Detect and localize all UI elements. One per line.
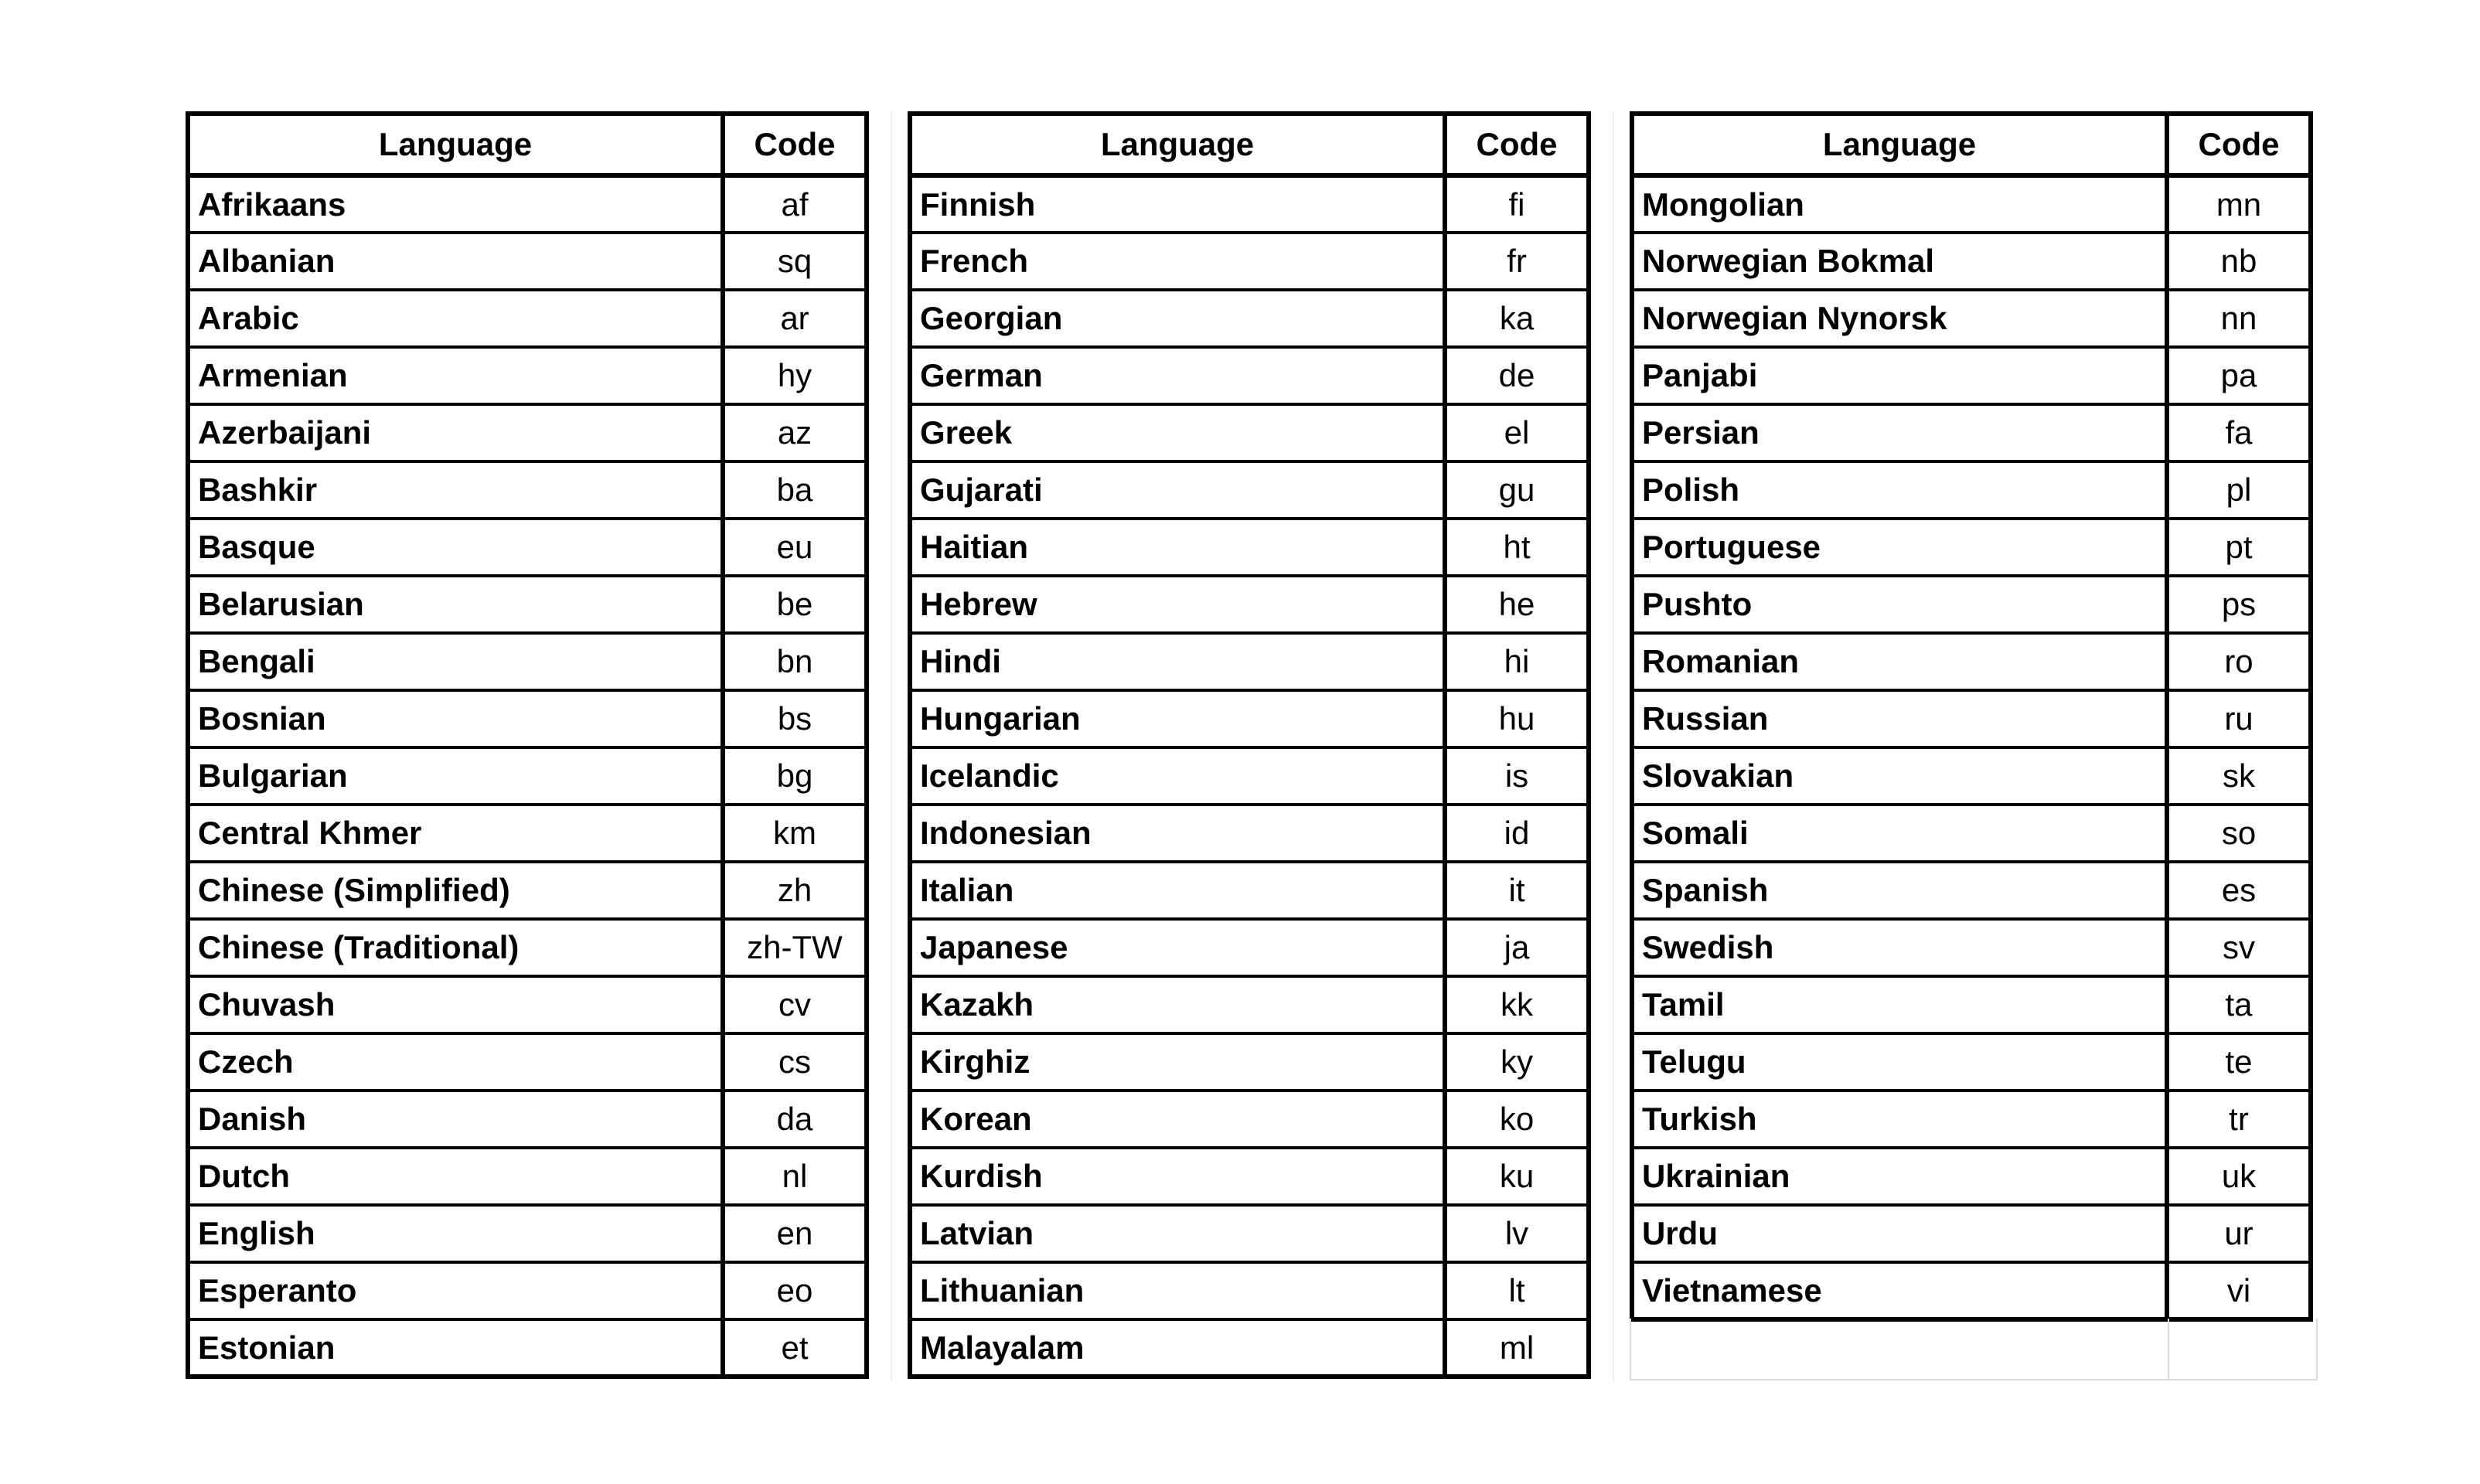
- language-table-3: [1630, 111, 2313, 1322]
- language-code-cell: tr: [2167, 1091, 2311, 1148]
- language-code-cell: sk: [2167, 747, 2311, 805]
- table-row: [1632, 862, 2311, 919]
- table-row: [188, 747, 867, 805]
- language-code-cell: lv: [1445, 1205, 1589, 1262]
- table-row: [910, 976, 1589, 1033]
- language-code-cell: ku: [1445, 1148, 1589, 1205]
- column-gap-divider: [891, 111, 892, 1380]
- table-row: [188, 919, 867, 976]
- table-row: [910, 1148, 1589, 1205]
- empty-cell: [1630, 1319, 2169, 1380]
- language-code-cell: nb: [2167, 233, 2311, 290]
- table-row: [910, 805, 1589, 862]
- language-code-cell: it: [1445, 862, 1589, 919]
- language-code-cell: lt: [1445, 1262, 1589, 1319]
- table-row: [188, 1205, 867, 1262]
- table-row: [910, 1033, 1589, 1091]
- table-row: [1632, 1148, 2311, 1205]
- language-code-cell: cs: [723, 1033, 867, 1091]
- table-row: [1632, 1205, 2311, 1262]
- table-row: [910, 1262, 1589, 1319]
- language-table-2: [908, 111, 1591, 1379]
- language-code-cell: sq: [723, 233, 867, 290]
- language-code-cell: sv: [2167, 919, 2311, 976]
- language-name-cell: Armenian: [188, 347, 723, 404]
- table-row: [910, 862, 1589, 919]
- table-row: [1632, 576, 2311, 633]
- table-row: [188, 347, 867, 404]
- table-row: [188, 1148, 867, 1205]
- table-row: [1632, 633, 2311, 690]
- language-name-cell: Central Khmer: [188, 805, 723, 862]
- language-name-cell: Georgian: [910, 290, 1445, 347]
- language-name-cell: Pushto: [1632, 576, 2167, 633]
- language-name-cell: Mongolian: [1632, 175, 2167, 233]
- table-row: [1632, 747, 2311, 805]
- language-name-cell: Indonesian: [910, 805, 1445, 862]
- language-name-cell: Bengali: [188, 633, 723, 690]
- empty-cell: [2169, 1319, 2318, 1380]
- table-row: [188, 519, 867, 576]
- table-header-row: [1632, 114, 2311, 175]
- language-code-cell: mn: [2167, 175, 2311, 233]
- language-name-cell: Polish: [1632, 461, 2167, 519]
- language-code-cell: gu: [1445, 461, 1589, 519]
- language-name-cell: Tamil: [1632, 976, 2167, 1033]
- code-column-header: Code: [1445, 114, 1589, 175]
- language-code-cell: hi: [1445, 633, 1589, 690]
- language-code-cell: is: [1445, 747, 1589, 805]
- table-row: [188, 175, 867, 233]
- language-code-cell: bs: [723, 690, 867, 747]
- language-name-cell: Haitian: [910, 519, 1445, 576]
- table-row: [188, 233, 867, 290]
- language-name-cell: Portuguese: [1632, 519, 2167, 576]
- language-code-cell: bn: [723, 633, 867, 690]
- table-row: [188, 461, 867, 519]
- language-name-cell: Chinese (Simplified): [188, 862, 723, 919]
- language-name-cell: English: [188, 1205, 723, 1262]
- language-name-cell: Ukrainian: [1632, 1148, 2167, 1205]
- language-name-cell: Kirghiz: [910, 1033, 1445, 1091]
- language-code-cell: ja: [1445, 919, 1589, 976]
- language-code-cell: bg: [723, 747, 867, 805]
- table-row: [188, 1091, 867, 1148]
- language-code-cell: cv: [723, 976, 867, 1033]
- table-row: [188, 976, 867, 1033]
- language-name-cell: Finnish: [910, 175, 1445, 233]
- language-code-cell: ps: [2167, 576, 2311, 633]
- language-code-cell: nl: [723, 1148, 867, 1205]
- language-name-cell: Lithuanian: [910, 1262, 1445, 1319]
- language-code-cell: pt: [2167, 519, 2311, 576]
- language-name-cell: Greek: [910, 404, 1445, 461]
- language-name-cell: Hebrew: [910, 576, 1445, 633]
- language-code-cell: fr: [1445, 233, 1589, 290]
- table-row: [1632, 175, 2311, 233]
- table-row: [1632, 690, 2311, 747]
- language-code-cell: hu: [1445, 690, 1589, 747]
- language-code-cell: ht: [1445, 519, 1589, 576]
- table-row: [1632, 976, 2311, 1033]
- language-code-cell: zh: [723, 862, 867, 919]
- language-name-cell: Danish: [188, 1091, 723, 1148]
- table-row: [1632, 233, 2311, 290]
- language-code-cell: el: [1445, 404, 1589, 461]
- table-row: [1632, 347, 2311, 404]
- table-row: [910, 1091, 1589, 1148]
- language-code-cell: nn: [2167, 290, 2311, 347]
- table-row: [910, 919, 1589, 976]
- language-code-cell: hy: [723, 347, 867, 404]
- language-code-cell: be: [723, 576, 867, 633]
- language-name-cell: Russian: [1632, 690, 2167, 747]
- empty-grid-row: [1630, 1319, 2318, 1380]
- table-row: [910, 690, 1589, 747]
- language-code-cell: km: [723, 805, 867, 862]
- language-code-cell: ru: [2167, 690, 2311, 747]
- language-code-cell: de: [1445, 347, 1589, 404]
- language-name-cell: Urdu: [1632, 1205, 2167, 1262]
- language-name-cell: Dutch: [188, 1148, 723, 1205]
- language-code-cell: ar: [723, 290, 867, 347]
- table-row: [910, 461, 1589, 519]
- language-name-cell: Bosnian: [188, 690, 723, 747]
- language-code-cell: te: [2167, 1033, 2311, 1091]
- language-name-cell: Slovakian: [1632, 747, 2167, 805]
- table-row: [910, 1319, 1589, 1377]
- language-name-cell: Swedish: [1632, 919, 2167, 976]
- table-row: [188, 1319, 867, 1377]
- language-code-cell: eo: [723, 1262, 867, 1319]
- language-name-cell: Basque: [188, 519, 723, 576]
- language-column-header: Language: [188, 114, 723, 175]
- table-row: [910, 347, 1589, 404]
- language-code-cell: ro: [2167, 633, 2311, 690]
- language-name-cell: Azerbaijani: [188, 404, 723, 461]
- language-name-cell: Persian: [1632, 404, 2167, 461]
- column-gap-divider: [1613, 111, 1614, 1380]
- language-name-cell: French: [910, 233, 1445, 290]
- language-code-cell: uk: [2167, 1148, 2311, 1205]
- language-code-cell: en: [723, 1205, 867, 1262]
- language-name-cell: Japanese: [910, 919, 1445, 976]
- language-code-cell: az: [723, 404, 867, 461]
- table-row: [188, 1262, 867, 1319]
- table-row: [188, 1033, 867, 1091]
- table-row: [188, 290, 867, 347]
- language-name-cell: Estonian: [188, 1319, 723, 1377]
- table-row: [910, 233, 1589, 290]
- table-row: [188, 690, 867, 747]
- table-row: [1632, 290, 2311, 347]
- table-row: [910, 1205, 1589, 1262]
- language-name-cell: Panjabi: [1632, 347, 2167, 404]
- language-name-cell: Hindi: [910, 633, 1445, 690]
- language-code-cell: he: [1445, 576, 1589, 633]
- language-code-cell: af: [723, 175, 867, 233]
- language-code-cell: id: [1445, 805, 1589, 862]
- table-row: [1632, 404, 2311, 461]
- table-row: [188, 576, 867, 633]
- language-name-cell: Gujarati: [910, 461, 1445, 519]
- language-table-1: [186, 111, 869, 1379]
- language-code-cell: so: [2167, 805, 2311, 862]
- language-code-cell: ka: [1445, 290, 1589, 347]
- language-name-cell: Norwegian Nynorsk: [1632, 290, 2167, 347]
- language-code-cell: vi: [2167, 1262, 2311, 1319]
- language-code-cell: pa: [2167, 347, 2311, 404]
- language-name-cell: Bulgarian: [188, 747, 723, 805]
- table-row: [1632, 461, 2311, 519]
- language-name-cell: Malayalam: [910, 1319, 1445, 1377]
- language-name-cell: Hungarian: [910, 690, 1445, 747]
- language-name-cell: Somali: [1632, 805, 2167, 862]
- table-row: [910, 576, 1589, 633]
- code-column-header: Code: [2167, 114, 2311, 175]
- language-code-cell: ko: [1445, 1091, 1589, 1148]
- table-row: [910, 290, 1589, 347]
- language-code-cell: da: [723, 1091, 867, 1148]
- table-row: [188, 862, 867, 919]
- language-name-cell: Spanish: [1632, 862, 2167, 919]
- table-row: [1632, 1262, 2311, 1319]
- language-name-cell: Bashkir: [188, 461, 723, 519]
- table-header-row: [910, 114, 1589, 175]
- language-column-header: Language: [1632, 114, 2167, 175]
- language-name-cell: Arabic: [188, 290, 723, 347]
- language-code-cell: ky: [1445, 1033, 1589, 1091]
- table-row: [188, 805, 867, 862]
- language-name-cell: Icelandic: [910, 747, 1445, 805]
- table-row: [1632, 805, 2311, 862]
- language-code-cell: es: [2167, 862, 2311, 919]
- language-code-cell: fa: [2167, 404, 2311, 461]
- language-name-cell: Chinese (Traditional): [188, 919, 723, 976]
- language-code-cell: ba: [723, 461, 867, 519]
- table-row: [1632, 519, 2311, 576]
- language-name-cell: Latvian: [910, 1205, 1445, 1262]
- table-row: [1632, 1091, 2311, 1148]
- code-column-header: Code: [723, 114, 867, 175]
- language-name-cell: Norwegian Bokmal: [1632, 233, 2167, 290]
- language-name-cell: Chuvash: [188, 976, 723, 1033]
- language-column-header: Language: [910, 114, 1445, 175]
- language-code-cell: eu: [723, 519, 867, 576]
- table-row: [1632, 919, 2311, 976]
- language-name-cell: German: [910, 347, 1445, 404]
- language-name-cell: Kurdish: [910, 1148, 1445, 1205]
- language-code-cell: pl: [2167, 461, 2311, 519]
- table-row: [188, 404, 867, 461]
- language-code-cell: kk: [1445, 976, 1589, 1033]
- language-code-cell: ur: [2167, 1205, 2311, 1262]
- language-name-cell: Telugu: [1632, 1033, 2167, 1091]
- language-name-cell: Esperanto: [188, 1262, 723, 1319]
- language-name-cell: Afrikaans: [188, 175, 723, 233]
- language-code-cell: zh-TW: [723, 919, 867, 976]
- language-name-cell: Belarusian: [188, 576, 723, 633]
- language-code-cell: et: [723, 1319, 867, 1377]
- language-name-cell: Czech: [188, 1033, 723, 1091]
- table-row: [1632, 1033, 2311, 1091]
- language-name-cell: Vietnamese: [1632, 1262, 2167, 1319]
- table-row: [910, 175, 1589, 233]
- table-row: [910, 747, 1589, 805]
- language-name-cell: Turkish: [1632, 1091, 2167, 1148]
- language-name-cell: Italian: [910, 862, 1445, 919]
- language-code-cell: ml: [1445, 1319, 1589, 1377]
- table-header-row: [188, 114, 867, 175]
- table-row: [910, 633, 1589, 690]
- table-row: [910, 519, 1589, 576]
- table-row: [910, 404, 1589, 461]
- language-name-cell: Romanian: [1632, 633, 2167, 690]
- language-name-cell: Albanian: [188, 233, 723, 290]
- language-code-cell: ta: [2167, 976, 2311, 1033]
- language-code-cell: fi: [1445, 175, 1589, 233]
- language-name-cell: Kazakh: [910, 976, 1445, 1033]
- table-row: [188, 633, 867, 690]
- language-name-cell: Korean: [910, 1091, 1445, 1148]
